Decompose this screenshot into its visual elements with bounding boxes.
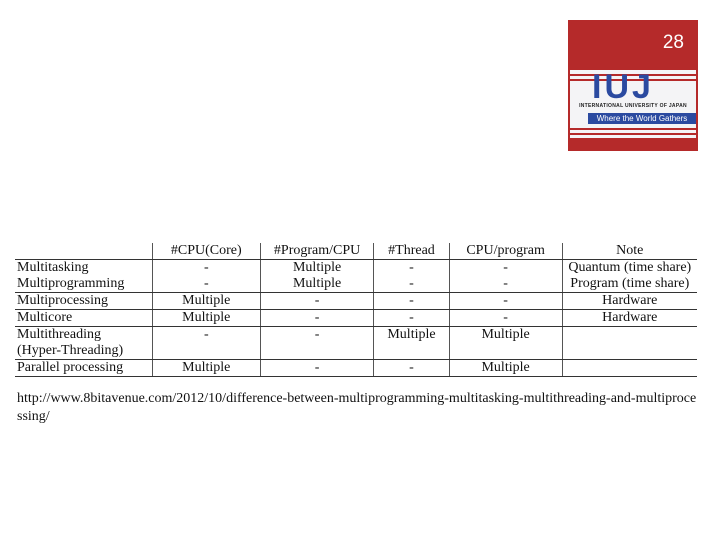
logo-letters: IUJ <box>592 68 654 106</box>
table-row <box>15 276 697 293</box>
table-cell: Multiple <box>374 327 449 344</box>
table-cell <box>374 343 449 360</box>
table-cell: - <box>260 293 373 310</box>
row-label: Multithreading <box>15 327 152 344</box>
source-url: http://www.8bitavenue.com/2012/10/difference-between-multiprogramming-multitasking-multithreading-and-multiprocessing/ <box>17 391 697 424</box>
table-cell: Hardware <box>562 293 697 310</box>
table-cell: - <box>260 360 373 377</box>
header-cpu-core: #CPU(Core) <box>152 243 260 260</box>
row-label: Multiprocessing <box>15 293 152 310</box>
table-cell <box>562 327 697 344</box>
table-row <box>15 327 697 344</box>
table-cell: - <box>374 276 449 293</box>
iuj-logo <box>568 20 698 151</box>
header-program-per-cpu: #Program/CPU <box>260 243 373 260</box>
table-cell: - <box>374 310 449 327</box>
table-cell: - <box>374 360 449 377</box>
logo-emblem <box>570 70 696 138</box>
table-cell: - <box>152 327 260 344</box>
table-cell <box>152 343 260 360</box>
header-cpu-per-program: CPU/program <box>449 243 562 260</box>
header-note: Note <box>562 243 697 260</box>
table-cell: - <box>449 310 562 327</box>
table-cell: Multiple <box>152 310 260 327</box>
table-cell: - <box>374 260 449 277</box>
table-row <box>15 360 697 377</box>
row-label: Parallel processing <box>15 360 152 377</box>
logo-tagline: Where the World Gathers <box>588 113 696 124</box>
table-cell: Multiple <box>449 360 562 377</box>
table-cell: Multiple <box>152 293 260 310</box>
table-header-row <box>15 243 697 260</box>
table-cell: - <box>152 260 260 277</box>
row-label: Multitasking <box>15 260 152 277</box>
table-cell: - <box>152 276 260 293</box>
table-cell: - <box>449 260 562 277</box>
table-cell: - <box>449 293 562 310</box>
table-cell <box>562 343 697 360</box>
table-cell: - <box>260 310 373 327</box>
header-thread: #Thread <box>374 243 449 260</box>
table-row <box>15 310 697 327</box>
table-cell <box>260 343 373 360</box>
table-row <box>15 293 697 310</box>
table-cell: Multiple <box>260 260 373 277</box>
table-cell: Program (time share) <box>562 276 697 293</box>
comparison-table-container <box>15 243 697 377</box>
row-label: (Hyper-Threading) <box>15 343 152 360</box>
comparison-table <box>15 243 697 377</box>
logo-university-name: INTERNATIONAL UNIVERSITY OF JAPAN <box>579 103 687 109</box>
table-cell: - <box>449 276 562 293</box>
row-label: Multicore <box>15 310 152 327</box>
slide-number: 28 <box>662 32 684 53</box>
table-cell: Hardware <box>562 310 697 327</box>
table-cell: Multiple <box>449 327 562 344</box>
table-cell <box>562 360 697 377</box>
table-row <box>15 260 697 277</box>
row-label: Multiprogramming <box>15 276 152 293</box>
table-cell: Multiple <box>260 276 373 293</box>
table-row <box>15 343 697 360</box>
table-cell <box>449 343 562 360</box>
table-cell: - <box>260 327 373 344</box>
table-cell: - <box>374 293 449 310</box>
table-cell: Quantum (time share) <box>568 260 692 275</box>
header-cell <box>15 243 152 260</box>
table-cell: Multiple <box>152 360 260 377</box>
